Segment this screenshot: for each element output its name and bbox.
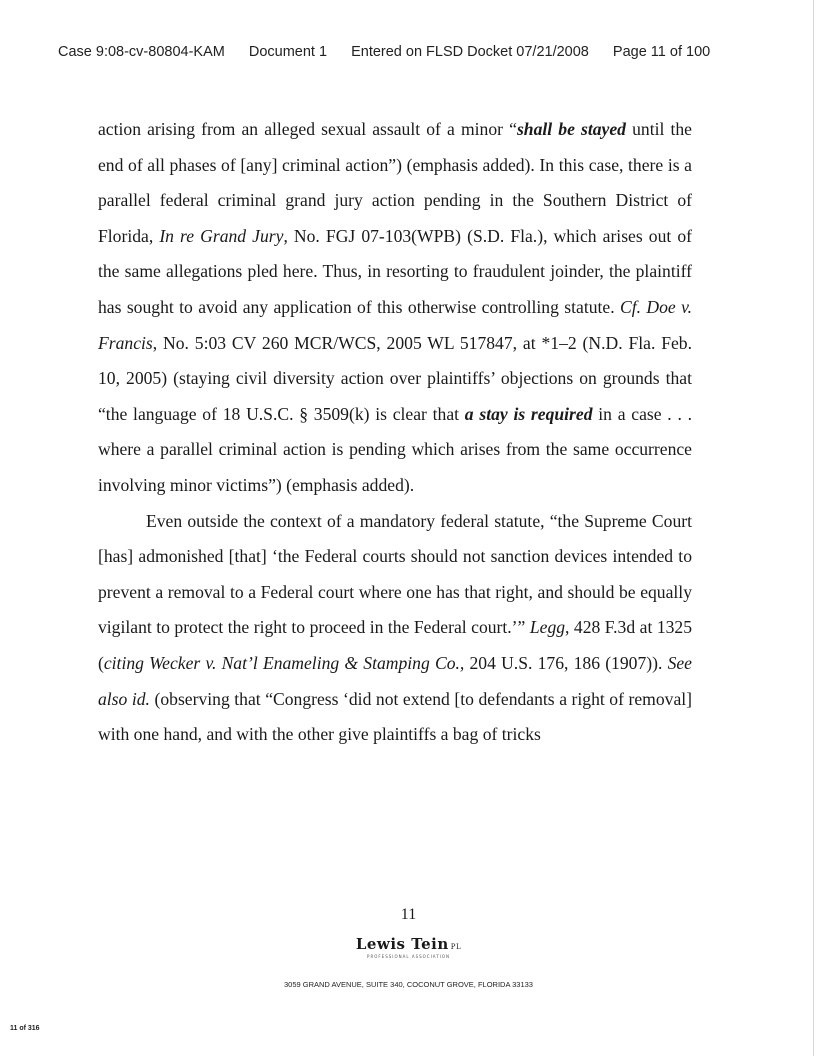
case-citation: Legg <box>529 617 566 638</box>
bates-page-count: 11 of 316 <box>10 1025 40 1032</box>
docket-entry: Entered on FLSD Docket 07/21/2008 <box>351 44 589 60</box>
firm-logo <box>0 935 817 953</box>
court-filing-header <box>58 44 758 60</box>
firm-address: 3059 GRAND AVENUE, SUITE 340, COCONUT GROVE, FLORIDA 33133 <box>284 980 533 989</box>
text-run: , No. FGJ 07-103(WPB) (S.D. Fla.), which arises out of the same allegations pled here. Thus, in resorting to fraudulent joinder, the plaintiff has sought to avoid any application of this otherwise controlling statute. <box>98 225 692 317</box>
paragraph-continued <box>98 112 692 504</box>
document-body <box>98 112 692 753</box>
text-run: until the end of all phases of [any] criminal action”) (emphasis added). In this case, there is a parallel federal criminal grand jury action pending in the Southern District of Florida, <box>98 119 692 246</box>
case-citation: See also id. <box>98 652 692 709</box>
page-of-total: Page 11 of 100 <box>612 44 711 60</box>
document-number: Document 1 <box>248 44 328 60</box>
text-run: in a case . . . where a parallel criminal action is pending which arises from the same occurrence involving minor victims”) (emphasis added). <box>98 403 692 495</box>
text-run: action arising from an alleged sexual assault of a minor “ <box>98 119 517 139</box>
case-citation: citing Wecker v. Nat’l Enameling & Stamping Co., <box>103 652 465 673</box>
emphasis-text: shall be stayed <box>516 119 626 139</box>
text-run: , 428 F.3d at 1325 ( <box>98 617 693 673</box>
text-run: (observing that “Congress ‘did not extend [to defendants a right of removal] with one hand, and with the other give plaintiffs a bag of tricks <box>98 688 692 745</box>
text-run: 204 U.S. 176, 186 (1907)). <box>464 652 668 673</box>
case-number: Case 9:08-cv-80804-KAM <box>58 44 225 60</box>
paragraph <box>98 504 692 753</box>
case-citation: Cf. Doe v. Francis <box>98 296 693 353</box>
text-run: , No. 5:03 CV 260 MCR/WCS, 2005 WL 517847, at *1–2 (N.D. Fla. Feb. 10, 2005) (staying civil diversity action over plaintiffs’ objections on grounds that “the language of 18 U.S.C. § 3509(k) is clear that <box>98 332 692 424</box>
page-edge-line <box>813 0 814 1056</box>
firm-suffix: PL <box>450 943 462 951</box>
page-number: 11 <box>400 906 417 923</box>
text-run: Even outside the context of a mandatory federal statute, “the Supreme Court [has] admonished [that] ‘the Federal courts should not sanction devices intended to prevent a removal to a Federal court where one has that right, and should be equally vigilant to protect the right to proceed in the Federal court.’” <box>98 510 692 638</box>
firm-tagline: PROFESSIONAL ASSOCIATION <box>367 954 450 959</box>
case-citation: In re Grand Jury <box>159 225 284 246</box>
firm-name: Lewis Tein <box>355 935 449 953</box>
emphasis-text: a stay is required <box>464 403 593 424</box>
